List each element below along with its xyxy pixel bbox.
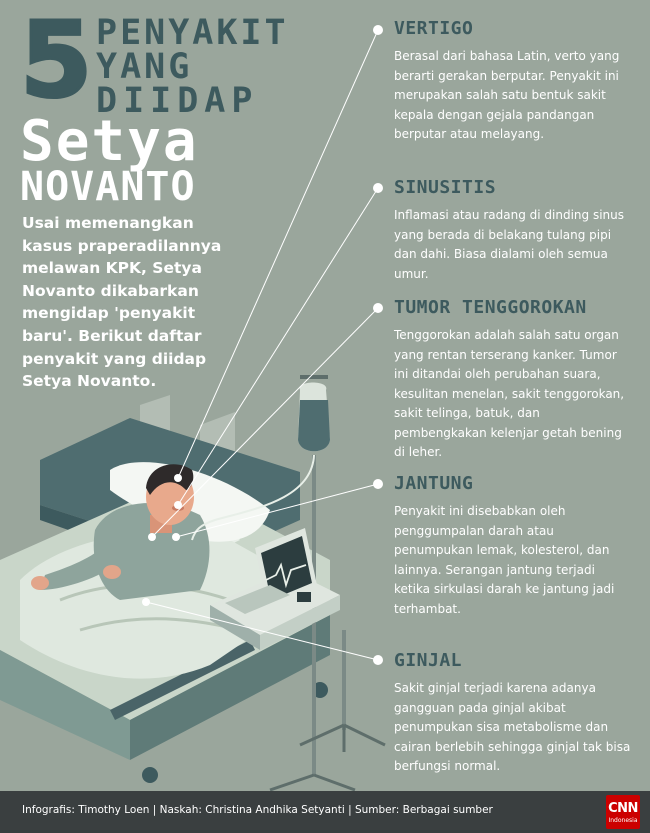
disease-description: Berasal dari bahasa Latin, verto yang berarti gerakan berputar. Penyakit ini merupakan salah satu bentuk sakit kepala dengan gejala pandangan berputar atau melayang.: [394, 49, 620, 141]
disease-vertigo: [394, 18, 634, 145]
disease-title: GINJAL: [394, 650, 463, 671]
disease-description: Penyakit ini disebabkan oleh penggumpalan darah atau penumpukan lemak, kolesterol, dan lainnya. Serangan jantung terjadi ketika sirkulasi darah ke jantung jadi terhambat.: [394, 504, 615, 616]
cnn-logo-subtext: Indonesia: [608, 817, 638, 824]
title-line-1: PENYAKIT: [96, 13, 289, 53]
title-name-first: Setya: [20, 109, 199, 174]
body-dot-jantung: [172, 533, 180, 541]
bed-wheel: [142, 767, 158, 783]
patient-hand: [103, 565, 121, 579]
disease-tumor: [394, 297, 634, 463]
iv-base-leg: [314, 775, 355, 790]
monitor-base-leg: [300, 725, 344, 745]
title-name-last: NOVANTO: [20, 164, 196, 210]
footer: [0, 791, 650, 833]
disease-title: TUMOR TENGGOROKAN: [394, 297, 587, 318]
monitor-base-leg: [344, 725, 385, 745]
body-dot-vertigo: [174, 474, 182, 482]
title-number: 5: [20, 0, 93, 121]
iv-base-leg: [270, 775, 314, 790]
disease-title: SINUSITIS: [394, 177, 497, 198]
iv-fluid: [298, 400, 330, 451]
title-line-3: DIIDAP: [96, 81, 259, 121]
disease-title: VERTIGO: [394, 18, 474, 39]
disease-title: JANTUNG: [394, 473, 474, 494]
intro-text: Usai memenangkan kasus praperadilannya melawan KPK, Setya Novanto dikabarkan mengidap 'penyakit baru'. Berikut daftar penyakit yang diidap Setya Novanto.: [22, 214, 222, 391]
dot-ginjal: [373, 655, 383, 665]
disease-sinusitis: [394, 177, 634, 284]
iv-hook: [300, 375, 328, 379]
title-line-2: YANG: [96, 47, 193, 87]
dot-sinusitis: [373, 183, 383, 193]
cnn-logo-text: CNN: [608, 801, 638, 816]
disease-ginjal: [394, 650, 634, 777]
disease-jantung: [394, 473, 634, 619]
footer-credits: Infografis: Timothy Loen | Naskah: Christina Andhika Setyanti | Sumber: Berbagai sumber: [22, 804, 493, 816]
body-dot-ginjal: [142, 598, 150, 606]
patient-hand: [31, 576, 49, 590]
cnn-logo: [606, 795, 640, 829]
disease-description: Inflamasi atau radang di dinding sinus yang berada di belakang tulang pipi dan dahi. Biasa dialami oleh semua umur.: [394, 208, 624, 281]
monitor-knob: [297, 592, 311, 602]
monitor-pole: [342, 630, 346, 730]
dot-vertigo: [373, 25, 383, 35]
disease-description: Sakit ginjal terjadi karena adanya gangguan pada ginjal akibat penumpukan sisa metabolisme dan cairan berlebih sehingga ginjal tak bisa berfungsi normal.: [394, 681, 631, 773]
body-dot-tumor: [148, 533, 156, 541]
body-dot-sinusitis: [174, 501, 182, 509]
dot-tumor: [373, 303, 383, 313]
disease-description: Tenggorokan adalah salah satu organ yang rentan terserang kanker. Tumor ini ditandai oleh perubahan suara, kesulitan menelan, sakit tenggorokan, sakit telinga, batuk, dan pembengkakan kelenjar getah bening di leher.: [394, 328, 625, 459]
dot-jantung: [373, 479, 383, 489]
